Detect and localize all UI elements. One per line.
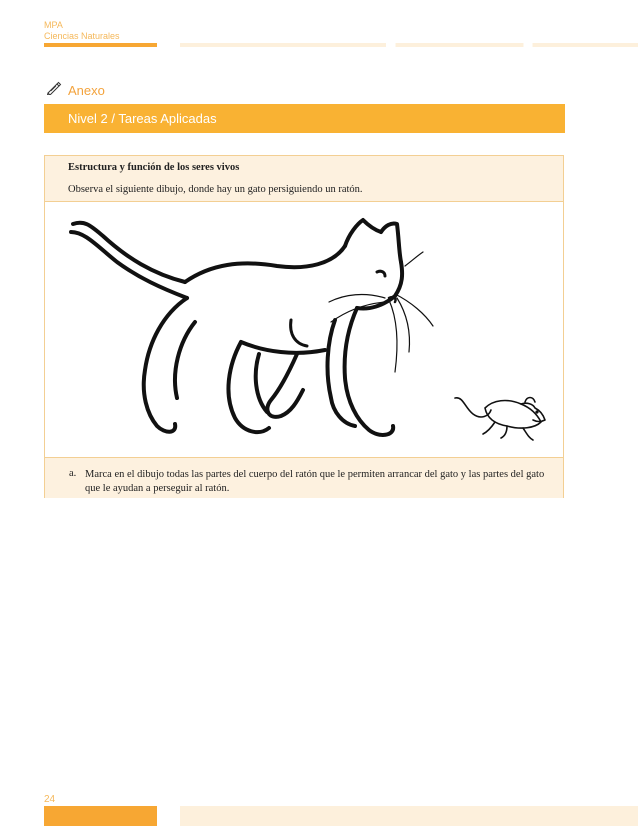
- mouse-illustration: [455, 398, 545, 441]
- task-title: Estructura y función de los seres vivos: [68, 162, 240, 173]
- task-question: [45, 457, 563, 498]
- header-bar-accent: [44, 43, 157, 47]
- level-label: Nivel 2 / Tareas Aplicadas: [68, 111, 217, 126]
- task-instruction: Observa el siguiente dibujo, donde hay un gato persiguiendo un ratón.: [68, 184, 363, 195]
- cat-and-mouse-drawing: [45, 202, 563, 457]
- footer-bar-light: [180, 806, 638, 826]
- question-marker: a.: [69, 468, 77, 479]
- level-banner: [44, 104, 565, 133]
- section-heading: [46, 81, 105, 100]
- task-header: [45, 156, 563, 202]
- page-number: 24: [44, 794, 56, 805]
- footer-bar-accent: [44, 806, 157, 826]
- task-box: [44, 155, 564, 498]
- pencil-icon: [46, 81, 62, 100]
- cat-illustration: [71, 220, 402, 435]
- header-bar-light: [180, 43, 638, 47]
- question-text: Marca en el dibujo todas las partes del cuerpo del ratón que le permiten arrancar del gato y las partes del gato que le ayudan a perseguir al ratón.: [85, 469, 545, 494]
- header-program: MPA: [44, 20, 63, 30]
- header-subject: Ciencias Naturales: [44, 31, 120, 41]
- section-label: Anexo: [68, 83, 105, 98]
